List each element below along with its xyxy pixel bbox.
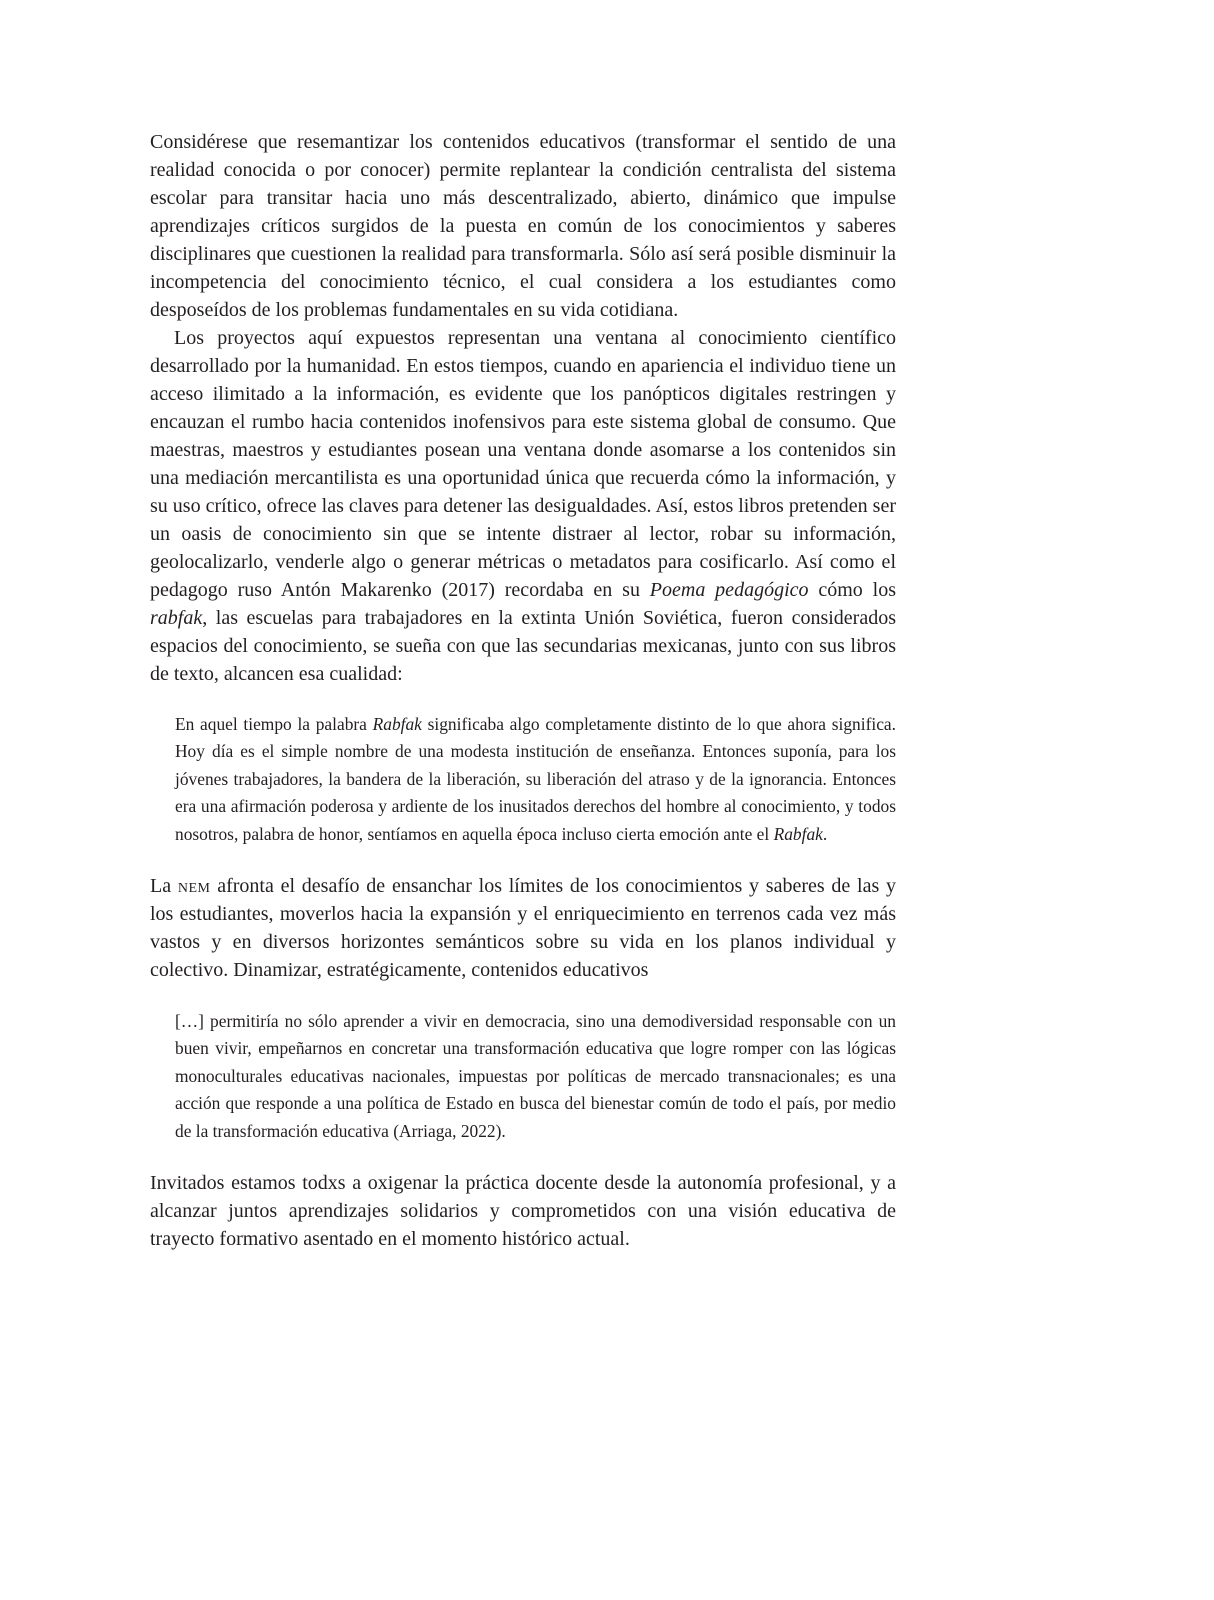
quote-makarenko-text-3: . [822,823,828,844]
paragraph-resemantizar: Considérese que resemantizar los contenidos educativos (transformar el sentido de una realidad conocida o por conocer) permite replantear la condición centralista del sistema escolar para transitar hacia uno más descentralizado, abierto, dinámico que impulse aprendizajes críticos surgidos de la puesta en común de los conocimientos y saberes disciplinares que cuestionen la realidad para transformarla. Sólo así será posible disminuir la incompetencia del conocimiento técnico, el cual considera a los estudiantes como desposeídos de los problemas fundamentales en su vida cotidiana. [150,131,896,321]
term-rabfak: rabfak [150,607,203,629]
acronym-nem: nem [177,875,211,898]
paragraph-proyectos-text-2: cómo los [808,579,896,601]
quote-makarenko-text-1: En aquel tiempo la palabra [175,714,373,734]
paragraph-proyectos [150,324,896,688]
quote-makarenko-text-2: significaba algo completamente distinto de lo que ahora significa. Hoy día es el simple nombre de una modesta institución de enseñanza. Entonces suponía, para los jóvenes trabajadores, la bandera de la liberación, su liberación del atraso y de la ignorancia. Entonces era una afirmación poderosa y ardiente de los inusitados derechos del hombre al conocimiento, y todos nosotros, palabra de honor, sentíamos en aquella época incluso cierta emoción ante el [175,714,896,844]
page-content [150,128,896,1253]
paragraph-nem [150,872,896,984]
paragraph-proyectos-text-3: , las escuelas para trabajadores en la extinta Unión Soviética, fueron considerados espacios del conocimiento, se sueña con que las secundarias mexicanas, junto con sus libros de texto, alcancen esa cualidad: [150,607,896,685]
block-quote-makarenko [150,711,896,848]
quote-term-rabfak-2: Rabfak [773,823,823,844]
paragraph-nem-text-2: afronta el desafío de ensanchar los límites de los conocimientos y saberes de las y los estudiantes, moverlos hacia la expansión y el enriquecimiento en terrenos cada vez más vastos y en diversos horizontes semánticos sobre su vida en los planos individual y colectivo. Dinamizar, estratégicamente, contenidos educativos [150,875,897,982]
quote-term-rabfak-1: Rabfak [372,714,422,734]
book-title-poema-pedagogico: Poema pedagógico [649,579,809,601]
paragraph-invitados: Invitados estamos todxs a oxigenar la práctica docente desde la autonomía profesional, y a alcanzar juntos aprendizajes solidarios y comprometidos con una visión educativa de trayecto formativo asentado en el momento histórico actual. [150,1172,896,1251]
block-quote-arriaga: […] permitiría no sólo aprender a vivir en democracia, sino una demodiversidad responsable con un buen vivir, empeñarnos en concretar una transformación educativa que logre romper con las lógicas monoculturales educativas nacionales, impuestas por políticas de mercado transnacionales; es una acción que responde a una política de Estado en busca del bienestar común de todo el país, por medio de la transformación educativa (Arriaga, 2022). [175,1011,896,1141]
paragraph-proyectos-text-1: Los proyectos aquí expuestos representan una ventana al conocimiento científico desarrollado por la humanidad. En estos tiempos, cuando en apariencia el individuo tiene un acceso ilimitado a la información, es evidente que los panópticos digitales restringen y encauzan el rumbo hacia contenidos inofensivos para este sistema global de consumo. Que maestras, maestros y estudiantes posean una ventana donde asomarse a los contenidos sin una mediación mercantilista es una oportunidad única que recuerda cómo la información, y su uso crítico, ofrece las claves para detener las desigualdades. Así, estos libros pretenden ser un oasis de conocimiento sin que se intente distraer al lector, robar su información, geolocalizarlo, venderle algo o generar métricas o metadatos para cosificarlo. Así como el pedagogo ruso Antón Makarenko (2017) recordaba en su [150,327,896,601]
paragraph-nem-text-1: La [150,875,178,898]
